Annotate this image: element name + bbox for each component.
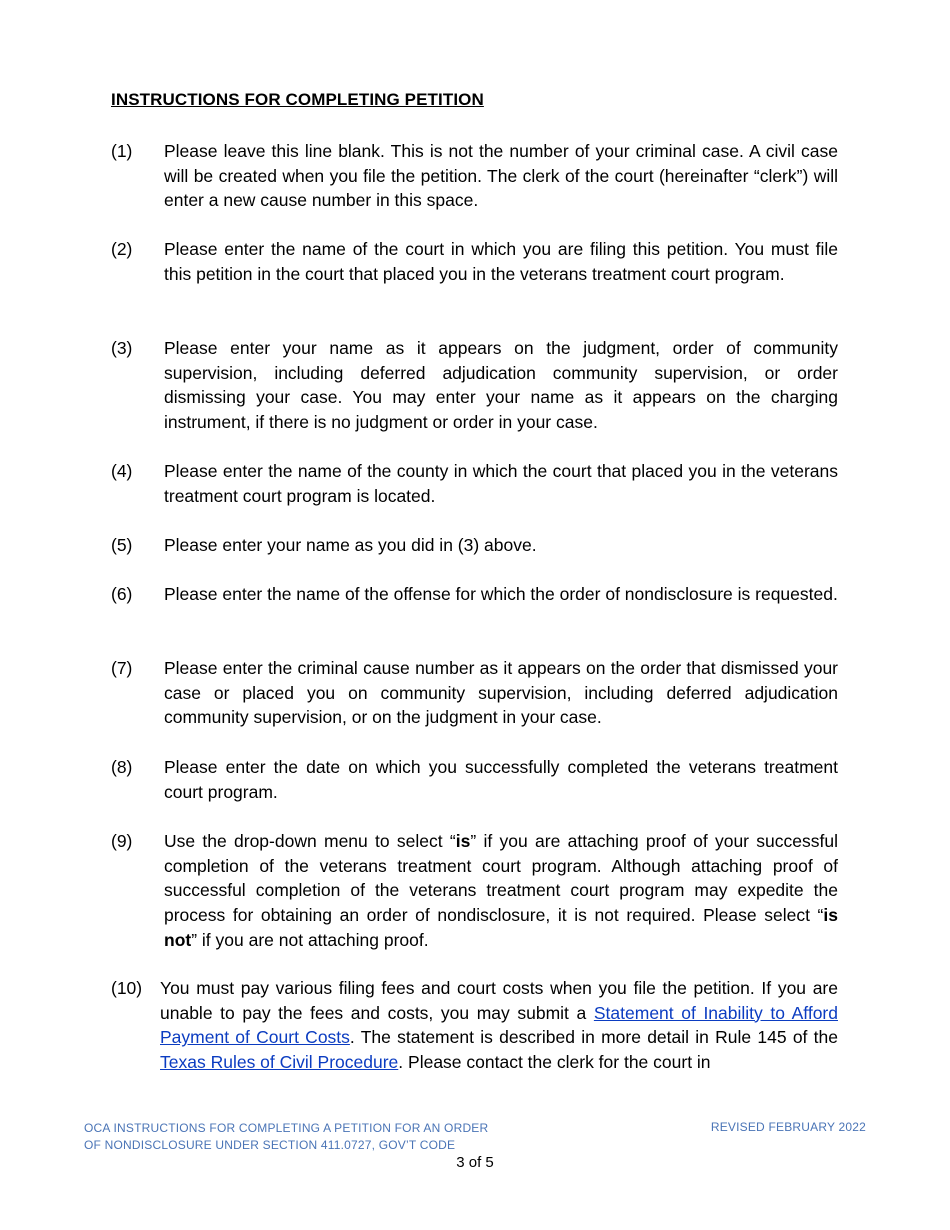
text-segment: ” if you are not attaching proof. xyxy=(191,929,429,950)
item-number: (10) xyxy=(111,978,143,998)
page-number: 3 of 5 xyxy=(456,1154,494,1171)
instruction-item-2 xyxy=(111,237,838,286)
item-text: Please enter your name as it appears on the judgment, order of community supervision, including deferred adjudication community supervision, or order dismissing your case. You may enter your name as it appears on the charging instrument, if there is no judgment or order in your case. xyxy=(164,338,838,433)
item-number: (6) xyxy=(111,584,133,604)
instruction-item-4 xyxy=(111,459,838,508)
item-text xyxy=(164,829,838,953)
item-text: Please leave this line blank. This is not the number of your criminal case. A civil case will be created when you file the petition. The clerk of the court (hereinafter “clerk”) will enter a new cause number in this space. xyxy=(164,141,838,211)
item-number: (9) xyxy=(111,831,133,851)
text-segment: . The statement is described in more detail in Rule 145 of the xyxy=(349,1027,838,1048)
instruction-item-6 xyxy=(111,582,838,607)
item-number: (2) xyxy=(111,239,133,259)
text-segment: ” if you are attaching proof of your successful completion of the veterans treatment court program. Although attaching proof of successful completion of the veterans treatment court program may expedite the process for obtaining an order of nondisclosure, it is not required. Please select “ xyxy=(164,831,838,926)
instruction-item-3 xyxy=(111,336,838,435)
item-text: Please enter the name of the court in which you are filing this petition. You must file this petition in the court that placed you in the veterans treatment court program. xyxy=(164,239,838,284)
footer-line-1: OCA INSTRUCTIONS FOR COMPLETING A PETITION FOR AN ORDER xyxy=(84,1121,489,1135)
statement-of-inability-link[interactable]: Statement of Inability to Afford Payment of Court Costs xyxy=(160,1002,838,1048)
item-text: Please enter the name of the county in which the court that placed you in the veterans treatment court program is located. xyxy=(164,461,838,506)
instruction-item-8 xyxy=(111,755,838,804)
item-number: (7) xyxy=(111,658,133,678)
text-segment: . Please contact the clerk for the court in xyxy=(398,1052,711,1073)
item-number: (1) xyxy=(111,141,133,161)
instruction-item-10 xyxy=(111,976,838,1075)
item-number: (8) xyxy=(111,757,133,777)
footer-title xyxy=(84,1120,488,1154)
item-text: Please enter your name as you did in (3) above. xyxy=(164,535,537,555)
texas-rules-civil-procedure-link[interactable]: Texas Rules of Civil Procedure xyxy=(160,1052,399,1073)
instruction-item-5 xyxy=(111,533,838,558)
page-title: INSTRUCTIONS FOR COMPLETING PETITION xyxy=(111,90,484,109)
instruction-item-9 xyxy=(111,829,838,953)
text-segment: You must pay various filing fees and court costs when you file the petition. If you are unable to pay the fees and costs, you may submit a xyxy=(160,978,838,1023)
item-number: (4) xyxy=(111,461,133,481)
item-text xyxy=(160,976,838,1075)
text-segment: Use the drop-down menu to select “ xyxy=(164,831,456,851)
item-number: (3) xyxy=(111,338,133,358)
instruction-item-7 xyxy=(111,656,838,730)
footer-line-2: OF NONDISCLOSURE UNDER SECTION 411.0727, GOV’T CODE xyxy=(84,1138,456,1152)
item-text: Please enter the name of the offense for which the order of nondisclosure is requested. xyxy=(164,584,838,604)
instruction-item-1 xyxy=(111,139,838,213)
item-text: Please enter the criminal cause number as it appears on the order that dismissed your case or placed you on community supervision, including deferred adjudication community supervision, or on the judgment in your case. xyxy=(164,658,838,728)
item-text: Please enter the date on which you successfully completed the veterans treatment court program. xyxy=(164,757,838,802)
bold-is: is xyxy=(455,831,471,851)
bold-is-not: is not xyxy=(164,905,838,950)
item-number: (5) xyxy=(111,535,133,555)
footer-revision: REVISED FEBRUARY 2022 xyxy=(710,1120,866,1134)
